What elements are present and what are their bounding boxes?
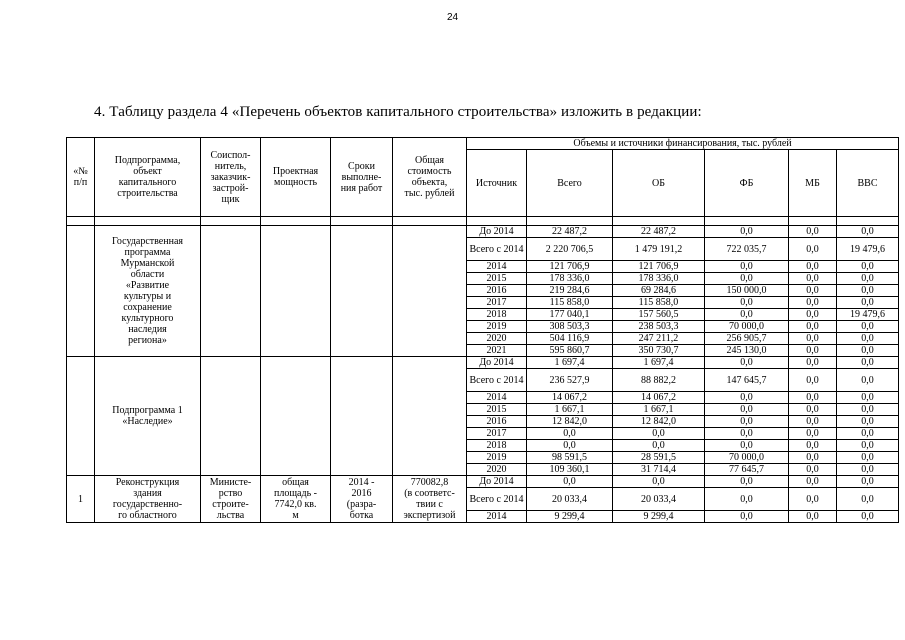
source-cell: 2016 — [467, 285, 527, 297]
fb-cell: 150 000,0 — [705, 285, 789, 297]
mb-cell: 0,0 — [789, 488, 837, 511]
fb-cell: 0,0 — [705, 357, 789, 369]
vvs-cell: 0,0 — [837, 369, 899, 392]
total-cell: 109 360,1 — [527, 464, 613, 476]
source-cell: 2017 — [467, 297, 527, 309]
header-capacity: Проектная мощность — [261, 138, 331, 217]
header-financing: Объемы и источники финансирования, тыс. рублей — [467, 138, 899, 150]
source-cell: До 2014 — [467, 476, 527, 488]
mb-cell: 0,0 — [789, 285, 837, 297]
header-source: Источник — [467, 150, 527, 217]
total-cell: 504 116,9 — [527, 333, 613, 345]
mb-cell: 0,0 — [789, 297, 837, 309]
ob-cell: 9 299,4 — [613, 511, 705, 523]
vvs-cell: 0,0 — [837, 440, 899, 452]
mb-cell: 0,0 — [789, 476, 837, 488]
vvs-cell: 0,0 — [837, 404, 899, 416]
fb-cell: 245 130,0 — [705, 345, 789, 357]
mb-cell: 0,0 — [789, 357, 837, 369]
mb-cell: 0,0 — [789, 416, 837, 428]
ob-cell: 0,0 — [613, 476, 705, 488]
fb-cell: 0,0 — [705, 416, 789, 428]
empty-cell — [261, 357, 331, 476]
source-cell: 2018 — [467, 440, 527, 452]
source-cell: 2020 — [467, 464, 527, 476]
source-cell: 2018 — [467, 309, 527, 321]
table-row — [67, 357, 899, 369]
ob-cell: 1 697,4 — [613, 357, 705, 369]
vvs-cell: 0,0 — [837, 428, 899, 440]
total-cell: 1 667,1 — [527, 404, 613, 416]
source-cell: До 2014 — [467, 226, 527, 238]
vvs-cell: 0,0 — [837, 464, 899, 476]
total-cell: 115 858,0 — [527, 297, 613, 309]
header-subprogram: Подпрограмма, объект капитального строительства — [95, 138, 201, 217]
source-cell: Всего с 2014 — [467, 369, 527, 392]
object-num-cell: 1 — [67, 476, 95, 523]
source-cell: 2014 — [467, 511, 527, 523]
ob-cell: 22 487,2 — [613, 226, 705, 238]
mb-cell: 0,0 — [789, 333, 837, 345]
total-cell: 0,0 — [527, 476, 613, 488]
ob-cell: 1 479 191,2 — [613, 238, 705, 261]
header-mb: МБ — [789, 150, 837, 217]
empty-cell — [331, 357, 393, 476]
mb-cell: 0,0 — [789, 511, 837, 523]
fb-cell: 0,0 — [705, 297, 789, 309]
mb-cell: 0,0 — [789, 273, 837, 285]
object-name-cell: Реконструкция здания государственно- го областного — [95, 476, 201, 523]
total-cell: 178 336,0 — [527, 273, 613, 285]
object-terms-cell: 2014 - 2016 (разра- ботка — [331, 476, 393, 523]
total-cell: 14 067,2 — [527, 392, 613, 404]
total-cell: 177 040,1 — [527, 309, 613, 321]
ob-cell: 0,0 — [613, 428, 705, 440]
object-executor-cell: Министе- рство строите- льства — [201, 476, 261, 523]
source-cell: 2014 — [467, 392, 527, 404]
header-num: «№ п/п — [67, 138, 95, 217]
mb-cell: 0,0 — [789, 345, 837, 357]
vvs-cell: 0,0 — [837, 273, 899, 285]
fb-cell: 0,0 — [705, 273, 789, 285]
source-cell: 2021 — [467, 345, 527, 357]
fb-cell: 0,0 — [705, 511, 789, 523]
source-cell: Всего с 2014 — [467, 238, 527, 261]
num-cell — [67, 357, 95, 476]
spacer-row — [67, 217, 899, 226]
empty-cell — [261, 226, 331, 357]
vvs-cell: 0,0 — [837, 476, 899, 488]
vvs-cell: 0,0 — [837, 321, 899, 333]
source-cell: 2017 — [467, 428, 527, 440]
mb-cell: 0,0 — [789, 464, 837, 476]
total-cell: 20 033,4 — [527, 488, 613, 511]
source-cell: 2019 — [467, 452, 527, 464]
source-cell: 2015 — [467, 404, 527, 416]
fb-cell: 0,0 — [705, 476, 789, 488]
fb-cell: 70 000,0 — [705, 321, 789, 333]
mb-cell: 0,0 — [789, 226, 837, 238]
vvs-cell: 0,0 — [837, 511, 899, 523]
mb-cell: 0,0 — [789, 440, 837, 452]
header-executor: Соиспол- нитель, заказчик- застрой- щик — [201, 138, 261, 217]
mb-cell: 0,0 — [789, 261, 837, 273]
ob-cell: 88 882,2 — [613, 369, 705, 392]
ob-cell: 0,0 — [613, 440, 705, 452]
source-cell: 2019 — [467, 321, 527, 333]
total-cell: 595 860,7 — [527, 345, 613, 357]
source-cell: 2014 — [467, 261, 527, 273]
vvs-cell: 0,0 — [837, 357, 899, 369]
vvs-cell: 19 479,6 — [837, 238, 899, 261]
vvs-cell: 0,0 — [837, 392, 899, 404]
page-number: 24 — [446, 12, 459, 23]
mb-cell: 0,0 — [789, 238, 837, 261]
fb-cell: 77 645,7 — [705, 464, 789, 476]
table-row — [67, 226, 899, 238]
section-heading: 4. Таблицу раздела 4 «Перечень объектов капитального строительства» изложить в редакции: — [94, 104, 702, 120]
mb-cell: 0,0 — [789, 321, 837, 333]
vvs-cell: 19 479,6 — [837, 309, 899, 321]
capital-construction-table — [66, 137, 899, 523]
total-cell: 98 591,5 — [527, 452, 613, 464]
vvs-cell: 0,0 — [837, 488, 899, 511]
ob-cell: 238 503,3 — [613, 321, 705, 333]
source-cell: 2015 — [467, 273, 527, 285]
fb-cell: 0,0 — [705, 440, 789, 452]
mb-cell: 0,0 — [789, 404, 837, 416]
group-name-cell: Государственная программа Мурманской области «Развитие культуры и сохранение культурного наследия региона» — [95, 226, 201, 357]
total-cell: 2 220 706,5 — [527, 238, 613, 261]
fb-cell: 70 000,0 — [705, 452, 789, 464]
empty-cell — [201, 226, 261, 357]
total-cell: 219 284,6 — [527, 285, 613, 297]
fb-cell: 0,0 — [705, 392, 789, 404]
total-cell: 0,0 — [527, 428, 613, 440]
mb-cell: 0,0 — [789, 309, 837, 321]
ob-cell: 14 067,2 — [613, 392, 705, 404]
header-total-cost: Общая стоимость объекта, тыс. рублей — [393, 138, 467, 217]
fb-cell: 0,0 — [705, 404, 789, 416]
source-cell: 2020 — [467, 333, 527, 345]
ob-cell: 157 560,5 — [613, 309, 705, 321]
num-cell — [67, 226, 95, 357]
ob-cell: 31 714,4 — [613, 464, 705, 476]
ob-cell: 69 284,6 — [613, 285, 705, 297]
header-total: Всего — [527, 150, 613, 217]
mb-cell: 0,0 — [789, 428, 837, 440]
vvs-cell: 0,0 — [837, 416, 899, 428]
total-cell: 121 706,9 — [527, 261, 613, 273]
header-ob: ОБ — [613, 150, 705, 217]
ob-cell: 28 591,5 — [613, 452, 705, 464]
total-cell: 9 299,4 — [527, 511, 613, 523]
ob-cell: 1 667,1 — [613, 404, 705, 416]
ob-cell: 350 730,7 — [613, 345, 705, 357]
ob-cell: 115 858,0 — [613, 297, 705, 309]
total-cell: 0,0 — [527, 440, 613, 452]
fb-cell: 722 035,7 — [705, 238, 789, 261]
object-cost-cell: 770082,8 (в соответс- твии с экспертизой — [393, 476, 467, 523]
vvs-cell: 0,0 — [837, 452, 899, 464]
total-cell: 308 503,3 — [527, 321, 613, 333]
table-body — [67, 217, 899, 523]
total-cell: 22 487,2 — [527, 226, 613, 238]
ob-cell: 20 033,4 — [613, 488, 705, 511]
header-fb: ФБ — [705, 150, 789, 217]
vvs-cell: 0,0 — [837, 333, 899, 345]
vvs-cell: 0,0 — [837, 261, 899, 273]
fb-cell: 0,0 — [705, 261, 789, 273]
empty-cell — [393, 226, 467, 357]
ob-cell: 247 211,2 — [613, 333, 705, 345]
fb-cell: 0,0 — [705, 428, 789, 440]
total-cell: 1 697,4 — [527, 357, 613, 369]
mb-cell: 0,0 — [789, 392, 837, 404]
empty-cell — [201, 357, 261, 476]
header-terms: Сроки выполне- ния работ — [331, 138, 393, 217]
total-cell: 12 842,0 — [527, 416, 613, 428]
vvs-cell: 0,0 — [837, 297, 899, 309]
total-cell: 236 527,9 — [527, 369, 613, 392]
vvs-cell: 0,0 — [837, 345, 899, 357]
empty-cell — [331, 226, 393, 357]
fb-cell: 0,0 — [705, 309, 789, 321]
fb-cell: 0,0 — [705, 488, 789, 511]
vvs-cell: 0,0 — [837, 285, 899, 297]
fb-cell: 0,0 — [705, 226, 789, 238]
source-cell: 2016 — [467, 416, 527, 428]
source-cell: Всего с 2014 — [467, 488, 527, 511]
fb-cell: 147 645,7 — [705, 369, 789, 392]
ob-cell: 12 842,0 — [613, 416, 705, 428]
table-row — [67, 476, 899, 488]
fb-cell: 256 905,7 — [705, 333, 789, 345]
vvs-cell: 0,0 — [837, 226, 899, 238]
empty-cell — [393, 357, 467, 476]
mb-cell: 0,0 — [789, 452, 837, 464]
mb-cell: 0,0 — [789, 369, 837, 392]
header-vvs: ВВС — [837, 150, 899, 217]
ob-cell: 121 706,9 — [613, 261, 705, 273]
ob-cell: 178 336,0 — [613, 273, 705, 285]
group-name-cell: Подпрограмма 1 «Наследие» — [95, 357, 201, 476]
object-capacity-cell: общая площадь - 7742,0 кв. м — [261, 476, 331, 523]
source-cell: До 2014 — [467, 357, 527, 369]
